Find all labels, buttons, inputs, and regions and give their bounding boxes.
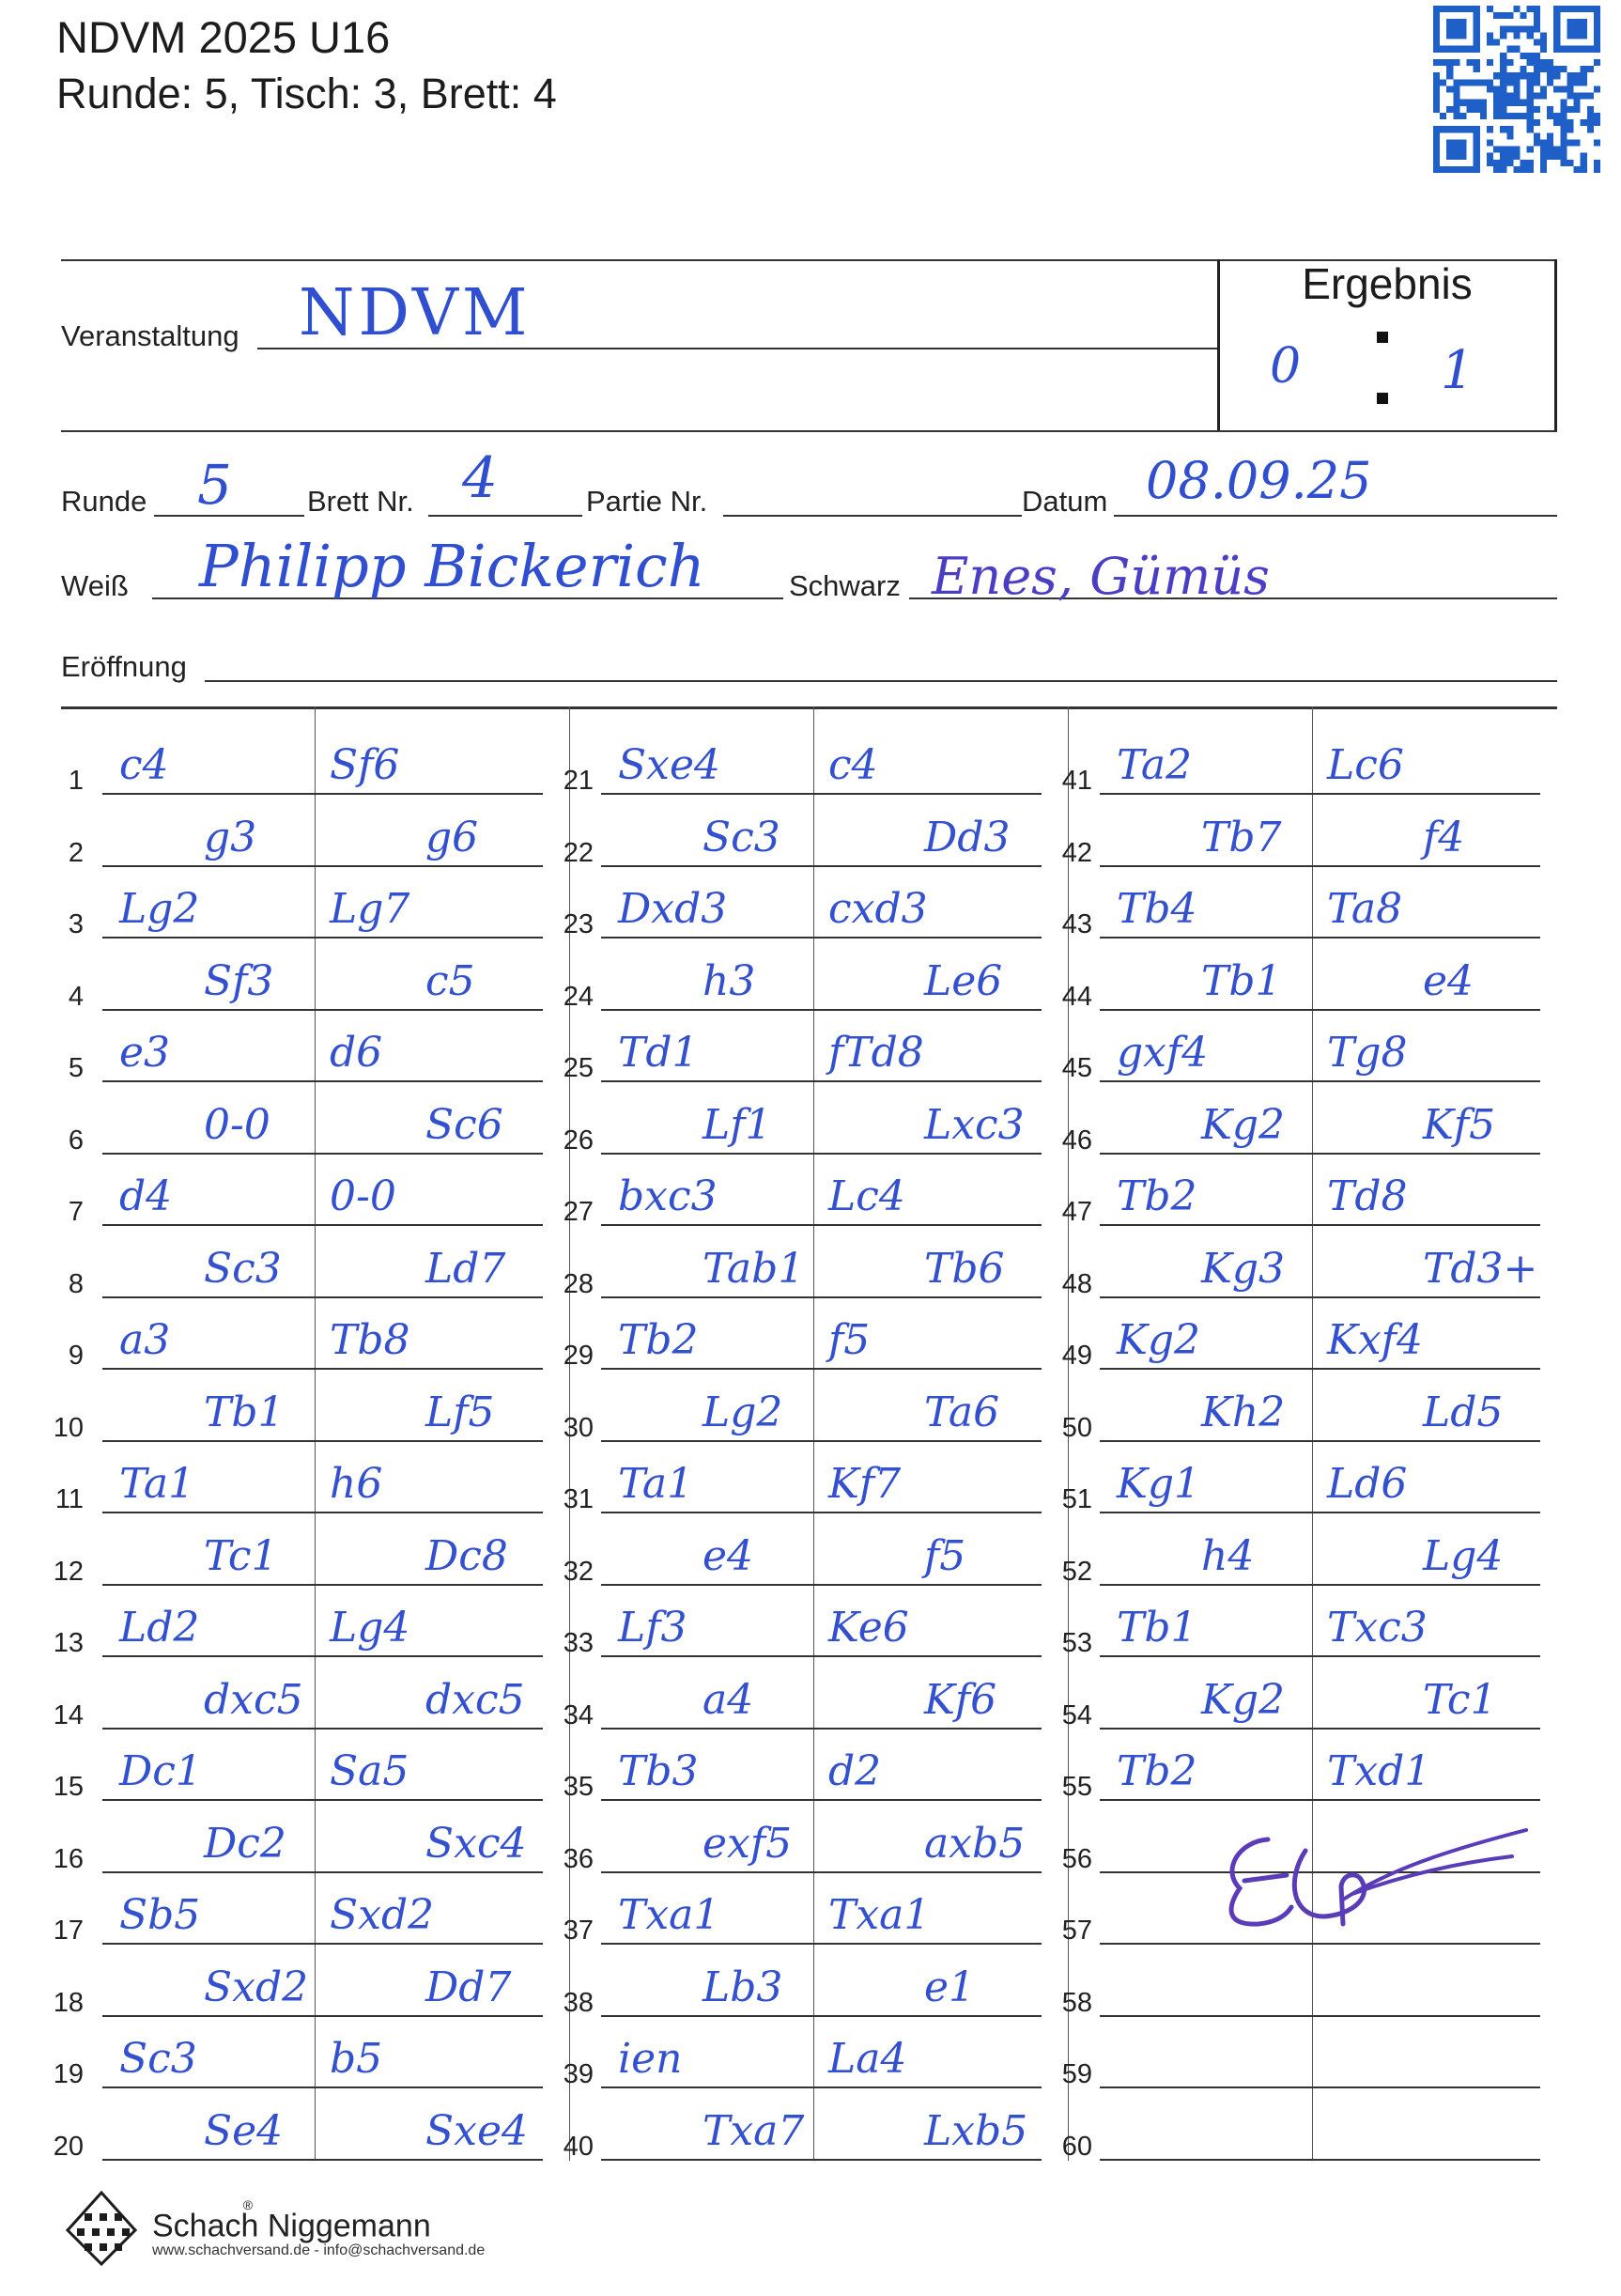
move-row-line <box>1100 2159 1540 2161</box>
move-black: Ld6 <box>1327 1460 1408 1508</box>
move-row-line <box>1100 1728 1540 1730</box>
move-number: 37 <box>563 1916 594 1946</box>
move-white: h3 <box>702 956 756 1005</box>
move-number: 45 <box>1061 1053 1092 1083</box>
move-white: Tab1 <box>702 1244 805 1293</box>
move-number: 33 <box>563 1628 594 1658</box>
move-black: Lxb5 <box>924 2106 1028 2155</box>
move-row-line <box>1100 1153 1540 1155</box>
move-black: La4 <box>828 2035 907 2083</box>
move-number: 24 <box>563 981 594 1012</box>
move-white: c4 <box>119 741 169 789</box>
move-black: Ta6 <box>924 1388 1000 1436</box>
move-black: Td3+ <box>1423 1244 1538 1293</box>
move-white: exf5 <box>702 1819 793 1868</box>
move-row-line <box>1100 2087 1540 2088</box>
move-black: Le6 <box>924 956 1003 1005</box>
move-white: 0-0 <box>204 1100 270 1149</box>
move-white: Lb3 <box>702 1962 783 2011</box>
move-row-line <box>102 937 543 939</box>
move-black: f4 <box>1423 813 1465 861</box>
move-white: d4 <box>119 1172 173 1220</box>
move-number: 27 <box>563 1197 594 1227</box>
move-white: a4 <box>702 1675 754 1724</box>
move-black: Ke6 <box>828 1604 909 1652</box>
round-label: Runde <box>61 485 147 518</box>
move-white: Tb4 <box>1117 885 1197 933</box>
board-label: Brett Nr. <box>307 485 414 518</box>
move-row-line <box>1100 1368 1540 1370</box>
move-row-line <box>102 1512 543 1513</box>
black-player-name: Enes, Gümüs <box>932 547 1270 606</box>
move-black: Sxc4 <box>425 1819 527 1868</box>
move-white: Kg2 <box>1201 1100 1286 1149</box>
move-row-line <box>102 865 543 867</box>
move-number: 6 <box>68 1125 84 1156</box>
move-row-line <box>102 1871 543 1873</box>
move-white: Txa7 <box>702 2106 805 2155</box>
move-number: 3 <box>68 909 84 939</box>
move-white: Lf1 <box>702 1100 772 1149</box>
brand-website: www.schachversand.de <box>152 2242 311 2258</box>
move-number: 48 <box>1061 1268 1092 1299</box>
move-number: 51 <box>1061 1484 1092 1514</box>
move-row-line <box>1100 1584 1540 1586</box>
move-white: Dxd3 <box>618 885 728 933</box>
move-row-line <box>102 1080 543 1082</box>
move-white: Sxe4 <box>618 741 720 789</box>
move-number: 13 <box>53 1628 84 1658</box>
move-row-line <box>102 1153 543 1155</box>
move-number: 12 <box>53 1556 84 1587</box>
move-black: d6 <box>330 1029 383 1077</box>
move-row-line <box>1100 1009 1540 1011</box>
move-white: a3 <box>119 1316 171 1364</box>
signature <box>1202 1813 1540 1945</box>
move-number: 56 <box>1061 1843 1092 1874</box>
move-number: 31 <box>563 1484 594 1514</box>
move-black: Lc4 <box>828 1172 905 1220</box>
move-number: 2 <box>68 837 84 868</box>
black-label: Schwarz <box>789 569 901 602</box>
move-number: 44 <box>1061 981 1092 1012</box>
move-black: Ta8 <box>1327 885 1403 933</box>
move-row-line <box>102 1440 543 1442</box>
move-black: Txd1 <box>1327 1747 1431 1795</box>
move-row-line <box>102 1224 543 1226</box>
move-row-line <box>1100 1440 1540 1442</box>
move-row-line <box>102 1009 543 1011</box>
move-row-line <box>601 1080 1042 1082</box>
move-number: 38 <box>563 1987 594 2018</box>
move-number: 14 <box>53 1699 84 1730</box>
move-white: Kg3 <box>1201 1244 1286 1293</box>
move-row-line <box>1100 1080 1540 1082</box>
move-white: Lg2 <box>119 885 200 933</box>
move-number: 8 <box>68 1268 84 1299</box>
board-value: 4 <box>462 445 499 511</box>
move-row-line <box>601 2159 1042 2161</box>
move-black: d2 <box>828 1747 882 1795</box>
move-white: e3 <box>119 1029 171 1077</box>
move-number: 40 <box>563 2131 594 2162</box>
move-number: 9 <box>68 1341 84 1371</box>
move-black: Lg4 <box>1423 1531 1504 1580</box>
move-number: 43 <box>1061 909 1092 939</box>
move-number: 5 <box>68 1053 84 1083</box>
move-number: 42 <box>1061 837 1092 868</box>
move-number: 19 <box>53 2059 84 2089</box>
move-row-line <box>102 2159 543 2161</box>
move-black: f5 <box>828 1316 871 1364</box>
move-white: Sc3 <box>204 1244 282 1293</box>
move-number: 41 <box>1061 766 1092 796</box>
move-white: ien <box>618 2035 683 2083</box>
brand-email: info@schachversand.de <box>323 2242 486 2258</box>
logo <box>64 2189 139 2268</box>
move-number: 20 <box>53 2131 84 2162</box>
board-line <box>428 515 582 517</box>
move-number: 54 <box>1061 1699 1092 1730</box>
move-black: cxd3 <box>828 885 928 933</box>
move-black: axb5 <box>924 1819 1026 1868</box>
move-number: 60 <box>1061 2131 1092 2162</box>
move-number: 35 <box>563 1772 594 1802</box>
move-white: Dc1 <box>119 1747 202 1795</box>
page-title: NDVM 2025 U16 <box>56 12 391 62</box>
move-black: Dc8 <box>425 1531 508 1580</box>
result-label: Ergebnis <box>1302 259 1473 308</box>
qr-code <box>1433 6 1600 173</box>
move-black: Tg8 <box>1327 1029 1408 1077</box>
move-black: h6 <box>330 1460 383 1508</box>
move-row-line <box>1100 1655 1540 1657</box>
opening-label: Eröffnung <box>61 650 187 683</box>
move-number: 59 <box>1061 2059 1092 2089</box>
move-white: Kg2 <box>1201 1675 1286 1724</box>
white-label: Weiß <box>61 569 129 602</box>
move-row-line <box>601 1799 1042 1801</box>
result-white-score: 0 <box>1270 338 1302 395</box>
move-black: Ld5 <box>1423 1388 1504 1436</box>
move-row-line <box>601 1728 1042 1730</box>
move-black: Kf5 <box>1423 1100 1496 1149</box>
move-row-line <box>1100 1799 1540 1801</box>
move-black: fTd8 <box>828 1029 924 1077</box>
move-white: Sc3 <box>119 2035 197 2083</box>
move-black: Sc6 <box>425 1100 503 1149</box>
move-white: g3 <box>204 813 257 861</box>
round-value: 5 <box>197 453 232 517</box>
move-white: Tb1 <box>1117 1604 1197 1652</box>
move-row-line <box>102 2087 543 2088</box>
move-row-line <box>102 1728 543 1730</box>
brand-contact <box>152 2242 485 2260</box>
move-number: 39 <box>563 2059 594 2089</box>
move-row-line <box>1100 1296 1540 1298</box>
brand-name-text: Schach Niggemann <box>152 2208 431 2244</box>
move-row-line <box>601 2015 1042 2017</box>
move-black: Tc1 <box>1423 1675 1497 1724</box>
move-row-line <box>601 1943 1042 1945</box>
event-label: Veranstaltung <box>61 319 239 352</box>
event-value: NDVM <box>299 276 532 350</box>
move-black: Tb8 <box>330 1316 410 1364</box>
move-row-line <box>601 1296 1042 1298</box>
move-number: 53 <box>1061 1628 1092 1658</box>
move-number: 7 <box>68 1197 84 1227</box>
move-number: 15 <box>53 1772 84 1802</box>
date-value: 08.09.25 <box>1146 451 1372 510</box>
move-row-line <box>1100 865 1540 867</box>
brand-name <box>152 2197 440 2244</box>
move-black: Ld7 <box>425 1244 506 1293</box>
move-black: Kf7 <box>828 1460 902 1508</box>
move-number: 55 <box>1061 1772 1092 1802</box>
move-row-line <box>601 1009 1042 1011</box>
move-black: Sxd2 <box>330 1891 435 1939</box>
move-number: 52 <box>1061 1556 1092 1587</box>
move-black: Sf6 <box>330 741 400 789</box>
form-event-bottom-rule <box>61 430 1557 432</box>
move-black: g6 <box>425 813 479 861</box>
move-number: 21 <box>563 766 594 796</box>
move-number: 30 <box>563 1412 594 1443</box>
move-row-line <box>1100 793 1540 795</box>
move-black: Lf5 <box>425 1388 495 1436</box>
move-row-line <box>601 1153 1042 1155</box>
move-row-line <box>601 1440 1042 1442</box>
move-black: Dd3 <box>924 813 1011 861</box>
move-black: Lg4 <box>330 1604 410 1652</box>
move-black: Tb6 <box>924 1244 1005 1293</box>
move-row-line <box>601 1584 1042 1586</box>
move-black: Lc6 <box>1327 741 1404 789</box>
move-white: Tb2 <box>1117 1172 1197 1220</box>
move-black: Sxe4 <box>425 2106 528 2155</box>
move-white: Sxd2 <box>204 1962 309 2011</box>
date-label: Datum <box>1022 485 1108 518</box>
move-white: dxc5 <box>204 1675 303 1724</box>
move-number: 22 <box>563 837 594 868</box>
move-row-line <box>102 2015 543 2017</box>
move-white: Tb7 <box>1201 813 1282 861</box>
move-white: Lg2 <box>702 1388 783 1436</box>
move-number: 46 <box>1061 1125 1092 1156</box>
move-row-line <box>601 1224 1042 1226</box>
move-white: Txa1 <box>618 1891 720 1939</box>
move-black: 0-0 <box>330 1172 396 1220</box>
move-row-line <box>601 937 1042 939</box>
move-white: Tb1 <box>204 1388 285 1436</box>
move-white: Kg2 <box>1117 1316 1201 1364</box>
result-black-score: 1 <box>1441 340 1474 401</box>
move-number: 32 <box>563 1556 594 1587</box>
move-row-line <box>102 1799 543 1801</box>
game-label: Partie Nr. <box>586 485 708 518</box>
move-white: Kh2 <box>1201 1388 1286 1436</box>
move-number: 23 <box>563 909 594 939</box>
move-black: Lxc3 <box>924 1100 1025 1149</box>
move-number: 58 <box>1061 1987 1092 2018</box>
move-number: 49 <box>1061 1341 1092 1371</box>
move-row-line <box>102 1368 543 1370</box>
move-white: e4 <box>702 1531 754 1580</box>
date-line <box>1114 515 1557 517</box>
move-number: 36 <box>563 1843 594 1874</box>
move-white: h4 <box>1201 1531 1255 1580</box>
registered-mark: ® <box>242 2197 254 2212</box>
move-number: 34 <box>563 1699 594 1730</box>
move-black: Txc3 <box>1327 1604 1428 1652</box>
move-row-line <box>102 1296 543 1298</box>
move-white: Sc3 <box>702 813 780 861</box>
move-row-line <box>601 1871 1042 1873</box>
move-row-line <box>601 1368 1042 1370</box>
move-white: Ld2 <box>119 1604 200 1652</box>
move-white: Sf3 <box>204 956 274 1005</box>
move-number: 57 <box>1061 1916 1092 1946</box>
move-row-line <box>102 1584 543 1586</box>
move-black: b5 <box>330 2035 383 2083</box>
move-white: Lf3 <box>618 1604 687 1652</box>
move-white: bxc3 <box>618 1172 718 1220</box>
move-number: 25 <box>563 1053 594 1083</box>
move-number: 16 <box>53 1843 84 1874</box>
move-row-line <box>601 2087 1042 2088</box>
move-white: Tc1 <box>204 1531 278 1580</box>
move-white: Sb5 <box>119 1891 201 1939</box>
move-row-line <box>102 1655 543 1657</box>
move-row-line <box>102 1943 543 1945</box>
move-row-line <box>102 793 543 795</box>
move-black: Sa5 <box>330 1747 409 1795</box>
round-table-board-subtitle: Runde: 5, Tisch: 3, Brett: 4 <box>56 70 557 117</box>
move-row-line <box>601 793 1042 795</box>
move-number: 29 <box>563 1341 594 1371</box>
move-row-line <box>601 865 1042 867</box>
move-black: Kxf4 <box>1327 1316 1423 1364</box>
move-black: e1 <box>924 1962 976 2011</box>
move-black: Lg7 <box>330 885 410 933</box>
move-black: dxc5 <box>425 1675 525 1724</box>
move-black: Kf6 <box>924 1675 997 1724</box>
move-number: 10 <box>53 1412 84 1443</box>
move-white: Tb1 <box>1201 956 1282 1005</box>
move-black: Txa1 <box>828 1891 931 1939</box>
move-row-line <box>601 1512 1042 1513</box>
move-number: 1 <box>68 766 84 796</box>
move-row-line <box>1100 937 1540 939</box>
move-number: 50 <box>1061 1412 1092 1443</box>
move-row-line <box>601 1655 1042 1657</box>
result-separator-bottom <box>1377 393 1388 404</box>
move-black: c4 <box>828 741 878 789</box>
move-number: 18 <box>53 1987 84 2018</box>
move-number: 4 <box>68 981 84 1012</box>
move-row-line <box>1100 1224 1540 1226</box>
move-black: f5 <box>924 1531 966 1580</box>
result-separator-top <box>1377 332 1388 343</box>
move-black: Td8 <box>1327 1172 1408 1220</box>
brand-separator: - <box>314 2242 319 2258</box>
move-number: 17 <box>53 1916 84 1946</box>
move-black: e4 <box>1423 956 1474 1005</box>
move-number: 28 <box>563 1268 594 1299</box>
white-player-name: Philipp Bickerich <box>199 532 705 600</box>
move-white: Tb2 <box>1117 1747 1197 1795</box>
move-number: 11 <box>54 1484 84 1514</box>
move-white: Ta1 <box>618 1460 694 1508</box>
move-white: Ta2 <box>1117 741 1193 789</box>
move-white: Ta1 <box>119 1460 195 1508</box>
move-black: Dd7 <box>425 1962 512 2011</box>
move-black: c5 <box>425 956 475 1005</box>
move-row-line <box>1100 2015 1540 2017</box>
move-number: 26 <box>563 1125 594 1156</box>
move-white: Tb3 <box>618 1747 699 1795</box>
move-white: Tb2 <box>618 1316 699 1364</box>
move-number: 47 <box>1061 1197 1092 1227</box>
move-white: gxf4 <box>1117 1029 1209 1077</box>
move-white: Kg1 <box>1117 1460 1201 1508</box>
move-row-line <box>1100 1512 1540 1513</box>
game-line <box>723 515 1022 517</box>
move-white: Se4 <box>204 2106 284 2155</box>
move-white: Dc2 <box>204 1819 286 1868</box>
opening-line <box>205 680 1557 682</box>
move-white: Td1 <box>618 1029 699 1077</box>
